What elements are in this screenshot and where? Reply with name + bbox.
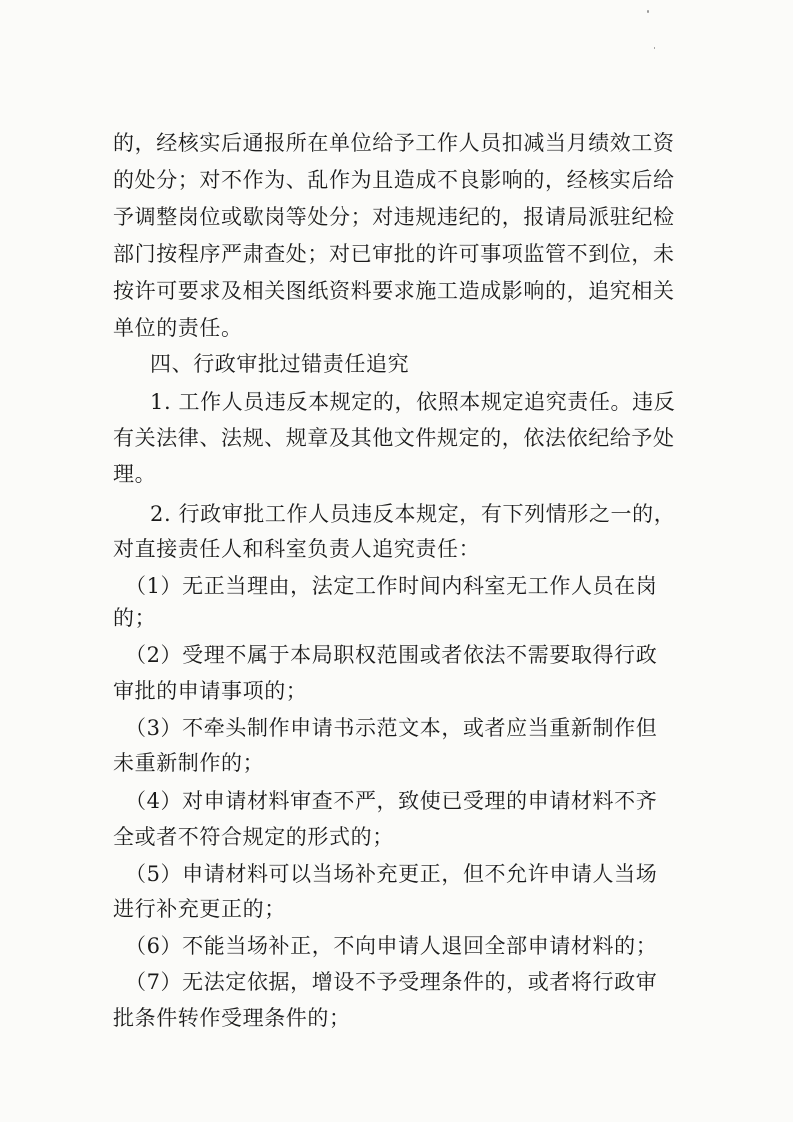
text-line: 1. 工作人员违反本规定的，依照本规定追究责任。违反 <box>150 390 676 414</box>
list-item-line: 的； <box>113 606 157 630</box>
list-item-line: （4）对申请材料审查不严，致使已受理的申请材料不齐 <box>125 789 658 813</box>
scan-speck <box>647 10 649 13</box>
text-line: 的处分；对不作为、乱作为且造成不良影响的，经核实后给 <box>113 168 675 192</box>
text-line: 有关法律、法规、规章及其他文件规定的，依法依纪给予处 <box>113 426 675 450</box>
list-item-line: （7）无法定依据，增设不予受理条件的，或者将行政审 <box>125 970 658 994</box>
text-line: 部门按程序严肃查处；对已审批的许可事项监管不到位，未 <box>113 242 675 266</box>
text-line: 予调整岗位或歇岗等处分；对违规违纪的，报请局派驻纪检 <box>113 205 675 229</box>
text-line: 2. 行政审批工作人员违反本规定，有下列情形之一的， <box>150 502 676 526</box>
list-item-line: （2）受理不属于本局职权范围或者依法不需要取得行政 <box>125 643 658 667</box>
scan-speck <box>654 47 655 49</box>
list-item-line: （5）申请材料可以当场补充更正，但不允许申请人当场 <box>125 862 658 886</box>
list-item-line: （3）不牵头制作申请书示范文本，或者应当重新制作但 <box>125 716 658 740</box>
text-line: 单位的责任。 <box>113 316 243 340</box>
text-line: 的，经核实后通报所在单位给予工作人员扣减当月绩效工资 <box>113 131 675 155</box>
list-item-line: （1）无正当理由，法定工作时间内科室无工作人员在岗 <box>125 574 658 598</box>
list-item-line: 未重新制作的； <box>113 751 265 775</box>
list-item-line: 全或者不符合规定的形式的； <box>113 825 394 849</box>
section-heading: 四、行政审批过错责任追究 <box>150 352 410 376</box>
list-item-line: 批条件转作受理条件的； <box>113 1006 351 1030</box>
list-item-line: 审批的申请事项的； <box>113 679 308 703</box>
text-line: 理。 <box>113 462 157 486</box>
list-item-line: （6）不能当场补正，不向申请人退回全部申请材料的； <box>125 934 658 958</box>
list-item-line: 进行补充更正的； <box>113 897 286 921</box>
text-line: 按许可要求及相关图纸资料要求施工造成影响的，追究相关 <box>113 279 675 303</box>
text-line: 对直接责任人和科室负责人追究责任： <box>113 537 481 561</box>
